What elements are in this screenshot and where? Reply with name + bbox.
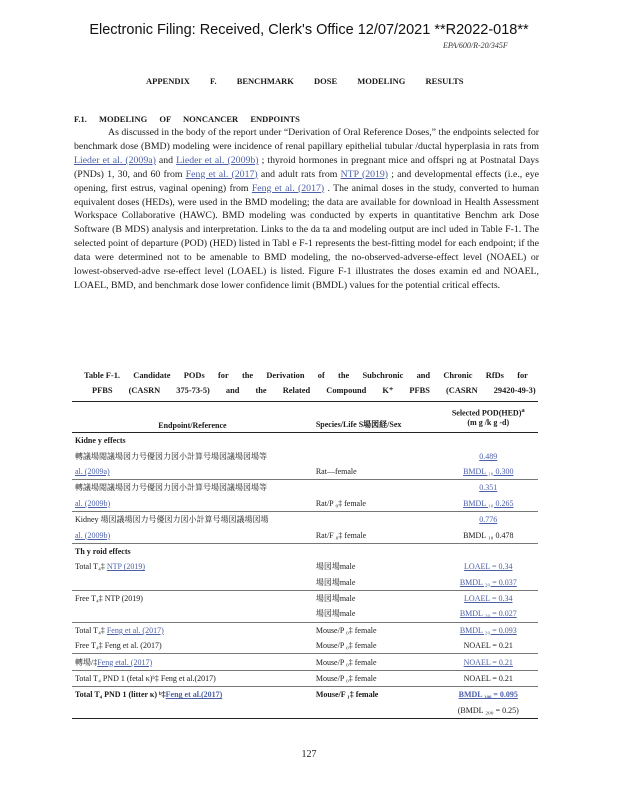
- pod-value-cell[interactable]: [439, 480, 538, 496]
- pod-value-cell[interactable]: [439, 606, 538, 622]
- pod-value[interactable]: BMDL ₂₀ = 0.037: [459, 577, 517, 587]
- pod-value-cell[interactable]: [439, 590, 538, 606]
- endpoint-text: 轉場/‡: [75, 657, 98, 667]
- pod-value: NOAEL = 0.21: [463, 674, 513, 684]
- pod-value[interactable]: LOAEL = 0.34: [464, 562, 513, 572]
- species-cell: [313, 703, 439, 719]
- pod-value-cell[interactable]: [439, 622, 538, 638]
- species-cell: [313, 433, 439, 449]
- species-cell: [313, 448, 439, 463]
- endpoint-text: 轉議場閲議場図力号優図力図小計算号場図議場図場等: [75, 483, 267, 493]
- pod-value-cell: [439, 543, 538, 559]
- endpoint-text: Free T₄‡ NTP (2019): [75, 594, 143, 604]
- endpoint-text: Total T₄‡: [75, 562, 107, 572]
- species-cell: 場図場male: [313, 606, 439, 622]
- species-cell: [313, 543, 439, 559]
- species-cell: Mouse/P ₀‡ female: [313, 670, 439, 686]
- para-text: and adult rats from: [257, 168, 341, 180]
- table-row: [72, 606, 538, 622]
- table-row: [72, 638, 538, 654]
- citation-link[interactable]: Feng et al. (2017): [251, 182, 325, 194]
- pod-value-cell[interactable]: [439, 559, 538, 574]
- table-row: [72, 590, 538, 606]
- endpoint-cell: [72, 543, 313, 559]
- endpoint-cell: [72, 590, 313, 606]
- endpoint-cell: [72, 638, 313, 654]
- endpoint-cell: [72, 606, 313, 622]
- table-row: [72, 559, 538, 574]
- endpoint-text: 轉議場閲議場図力号優図力図小計算号場図議場図場等: [75, 451, 267, 461]
- endpoint-cell: [72, 687, 313, 703]
- endpoint-cell: [72, 511, 313, 527]
- pod-value: BMDL ₁₀ 0.478: [463, 530, 514, 540]
- reference-link[interactable]: Feng et al.(2017): [165, 690, 223, 700]
- pod-value-cell: [439, 433, 538, 449]
- pod-value-cell: [439, 638, 538, 654]
- col-species: Species/Life S場図経/Sex: [313, 402, 439, 433]
- caption-word: Candidate: [133, 371, 171, 380]
- endpoint-cell: [72, 527, 313, 543]
- pod-value[interactable]: BMDL ₁₀₀ = 0.095: [458, 690, 518, 700]
- endpoint-text: Kidne y effects: [75, 436, 126, 446]
- table-row: [72, 670, 538, 686]
- reference-link[interactable]: al. (2009b): [75, 530, 111, 540]
- table-row: [72, 527, 538, 543]
- para-text: ; and developmental effects (i.e., eye opening, first estrus, vaginal opening) from: [74, 168, 540, 194]
- endpoint-cell: [72, 703, 313, 719]
- table-body: [72, 433, 538, 719]
- para-text: and: [155, 154, 177, 166]
- pod-table: [72, 401, 538, 719]
- endpoint-cell: [72, 496, 313, 512]
- pod-value-cell[interactable]: [439, 448, 538, 463]
- endpoint-text: Total T₄ PND 1 (fetal κ)ᵇ‡ Feng et al.(2017): [75, 674, 216, 684]
- endpoint-cell: [72, 622, 313, 638]
- pod-value-cell[interactable]: [439, 654, 538, 670]
- species-cell: Rat/P ₀‡ female: [313, 496, 439, 512]
- col-pod-units: (m g /k g -d): [467, 417, 510, 427]
- pod-value-cell: [439, 670, 538, 686]
- citation-link[interactable]: NTP (2019): [340, 168, 389, 180]
- species-cell: Mouse/P ₀‡ female: [313, 638, 439, 654]
- caption-word: RfDs: [485, 371, 504, 380]
- table-row: [72, 496, 538, 512]
- col-pod: [439, 402, 538, 433]
- species-cell: [313, 511, 439, 527]
- table-group-row: [72, 433, 538, 449]
- pod-value[interactable]: BMDL ₂₀ = 0.027: [459, 609, 517, 619]
- caption-line-2: PFBS (CASRN 375-73-5) and the Related Compound K⁺ PFBS (CASRN 29420-49-3): [92, 386, 536, 395]
- pod-value[interactable]: NOAEL = 0.21: [463, 657, 513, 667]
- pod-value: NOAEL = 0.21: [463, 641, 513, 651]
- endpoint-text: Free T₄‡ Feng et al. (2017): [75, 641, 162, 651]
- table-caption: [84, 368, 536, 398]
- col-endpoint: Endpoint/Reference: [72, 402, 313, 433]
- table-row: [72, 687, 538, 703]
- caption-word: Chronic: [443, 371, 473, 380]
- species-cell: Mouse/P ₀‡ female: [313, 654, 439, 670]
- citation-link[interactable]: Lieder et al. (2009a): [74, 154, 156, 166]
- table-row: [72, 703, 538, 719]
- pod-value[interactable]: BMDL ₂₀ = 0.093: [459, 625, 517, 635]
- caption-word: of: [317, 371, 325, 380]
- table-row: [72, 464, 538, 480]
- caption-line-1: [84, 368, 528, 383]
- species-cell: 場図場male: [315, 594, 356, 604]
- endpoint-text: Total T₄‡: [75, 625, 107, 635]
- species-cell: Rat—female: [313, 464, 439, 480]
- pod-value-cell[interactable]: [439, 464, 538, 480]
- pod-value: (BMDL ₂₀₀ = 0.25): [457, 705, 519, 715]
- endpoint-text: Th y roid effects: [75, 546, 131, 556]
- endpoint-cell: [72, 464, 313, 480]
- citation-link[interactable]: Lieder et al. (2009b): [176, 154, 259, 166]
- col-pod-label: Selected POD(HED): [451, 408, 522, 418]
- pod-value[interactable]: 0.489: [479, 451, 498, 461]
- endpoint-cell: [72, 654, 313, 670]
- intro-paragraph: [74, 126, 539, 293]
- filing-header: Electronic Filing: Received, Clerk's Office 12/07/2021 **R2022-018**: [89, 22, 529, 38]
- species-cell: Rat/F ₀‡ female: [313, 527, 439, 543]
- table-header-row: [72, 402, 538, 433]
- caption-word: Derivation: [266, 371, 305, 380]
- table-row: [72, 622, 538, 638]
- endpoint-text: Total T₄ PND 1 (litter κ) ᵇ‡: [75, 690, 166, 700]
- pod-value-cell[interactable]: [439, 511, 538, 527]
- citation-link[interactable]: Feng et al. (2017): [185, 168, 258, 180]
- para-text: ; thyroid hormones in pregnant mice and offspri ng at Postnatal Days (PNDs) 1, 30, and 60 from: [74, 154, 539, 180]
- pod-value-cell: [439, 527, 538, 543]
- table-row: [72, 448, 538, 463]
- pod-value[interactable]: 0.776: [479, 515, 498, 525]
- reference-link[interactable]: Feng et al. (2017): [106, 625, 164, 635]
- caption-word: the: [241, 371, 254, 380]
- species-cell: 場図場male: [313, 575, 439, 591]
- document-id: EPA/600/R-20/345F: [443, 41, 508, 50]
- caption-word: Subchronic: [362, 371, 404, 380]
- col-pod-footnote: a: [521, 407, 525, 415]
- reference-link[interactable]: Feng etal. (2017): [97, 657, 153, 667]
- section-heading: F.1. MODELING OF NONCANCER ENDPOINTS: [74, 114, 300, 124]
- pod-value[interactable]: BMDL ₁₀ 0.300: [463, 466, 514, 476]
- endpoint-text: Kidney 場図議場図力号優図力図小計算号場図議場図場: [75, 515, 269, 525]
- pod-value-cell[interactable]: [439, 575, 538, 591]
- table-row: [72, 654, 538, 670]
- para-text: . The animal doses in the study, converted to human equivalent doses (HEDs), were used in the BMD modeling; the data are available for download in Health Assessment Workspace Collaborative (HAWC). BMD modeling was conducted by experts in quantitative Benchm ark Dose Software (B MDS) analysis and interpretation. Links to the da ta and modeling output are incl uded in Table F-1. The selected point of departure (POD) (HED) listed in Tabl e F-1 represents the best-fitting model for each endpoint; if the data were determined not to be amenable to BMD modeling, the no-observed-adverse-effect level (NOAEL) or lowest-observed-adve rse-effect level (LOAEL) is listed. Figure F-1 illustrates the doses examin ed and NOAEL, LOAEL, BMD, and benchmark dose lower confidence limit (BMDL) values for the potential critical effects.: [74, 182, 540, 291]
- species-cell: Mouse/P ₀‡ female: [315, 625, 377, 635]
- endpoint-cell: [72, 670, 313, 686]
- endpoint-cell: [72, 433, 313, 449]
- endpoint-cell: [72, 448, 313, 463]
- endpoint-cell: [72, 480, 313, 496]
- species-cell: Mouse/F ₁‡ female: [315, 690, 379, 700]
- appendix-title: APPENDIX F. BENCHMARK DOSE MODELING RESULTS: [146, 76, 464, 86]
- caption-word: the: [338, 371, 350, 380]
- pod-value-cell: [439, 703, 538, 719]
- table-group-row: [72, 543, 538, 559]
- pod-value[interactable]: BMDL ₁₀ 0.265: [463, 498, 514, 508]
- caption-label: Table F-1.: [84, 371, 120, 380]
- table-row: [72, 511, 538, 527]
- pod-value[interactable]: 0.351: [479, 483, 498, 493]
- endpoint-cell: [72, 575, 313, 591]
- reference-link[interactable]: al. (2009a): [75, 466, 110, 476]
- reference-link[interactable]: NTP (2019): [106, 562, 146, 572]
- pod-value-cell[interactable]: [439, 496, 538, 512]
- table-row: [72, 575, 538, 591]
- pod-value-cell[interactable]: [439, 687, 538, 703]
- caption-word: for: [517, 371, 528, 380]
- reference-link[interactable]: al. (2009b): [75, 498, 111, 508]
- para-text: As discussed in the body of the report under “Derivation of Oral Reference Doses,” the endpoints selected for benchmark dose (BMD) modeling were incidence of renal papillary epithelial tubular /ductal hyperplasia in rats from: [74, 127, 539, 152]
- page-number: 127: [301, 749, 317, 760]
- caption-word: PODs: [183, 371, 205, 380]
- species-cell: 場図場male: [315, 562, 356, 572]
- caption-word: and: [416, 371, 431, 380]
- pod-value[interactable]: LOAEL = 0.34: [464, 594, 513, 604]
- caption-word: for: [217, 371, 229, 380]
- species-cell: [313, 480, 439, 496]
- endpoint-cell: [72, 559, 313, 574]
- table-row: [72, 480, 538, 496]
